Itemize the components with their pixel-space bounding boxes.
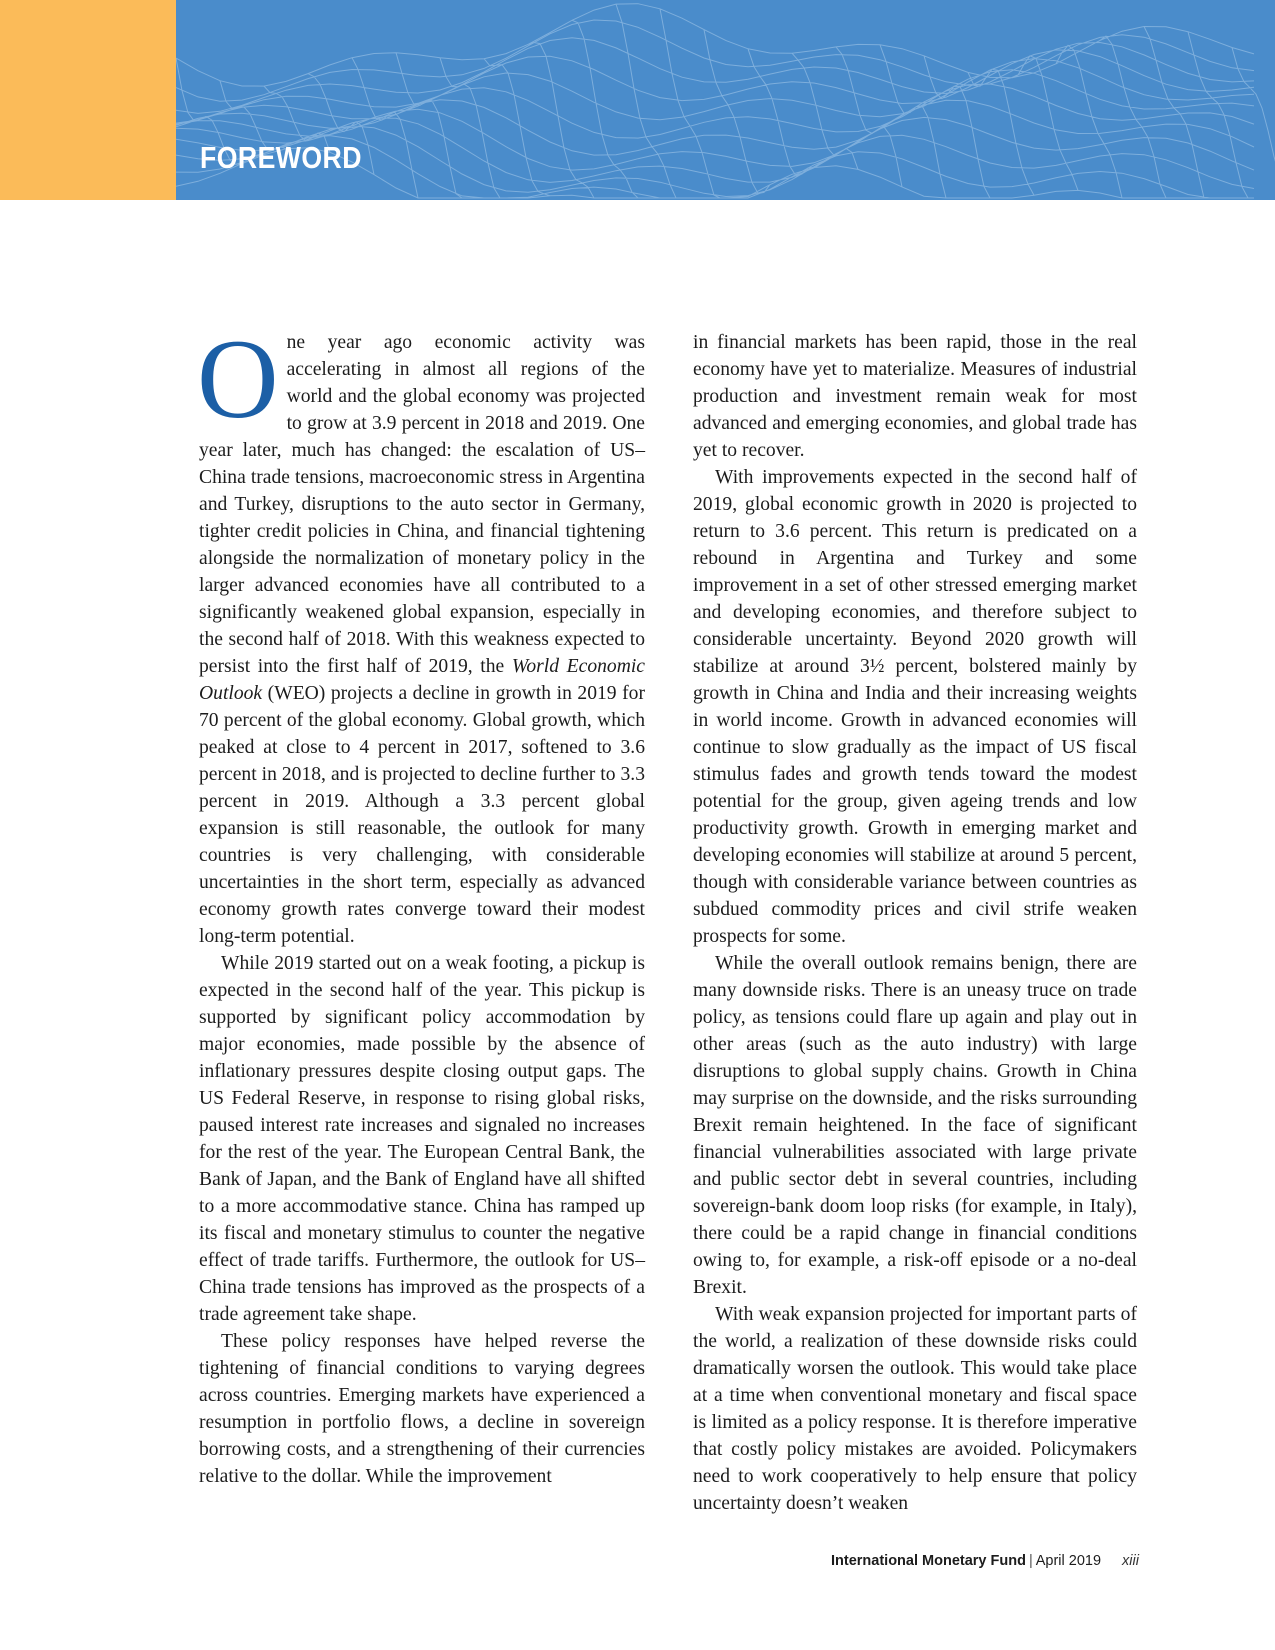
paragraph: With improvements expected in the second half of 2019, global economic growth in 2020 is projected to return to 3.6 percent. This return is predicated on a rebound in Argentina and Turkey and some improvement in a set of other stressed emerging market and developing economies, and therefore subject to considerable uncertainty. Beyond 2020 growth will stabilize at around 3½ percent, bolstered mainly by growth in China and India and their increasing weights in world income. Growth in advanced economies will continue to slow gradually as the impact of US fiscal stimulus fades and growth tends toward the modest potential for the group, given ageing trends and low productivity growth. Growth in emerging market and developing economies will stabilize at around 5 percent, though with considerable variance between countries as subdued commodity prices and civil strife weaken prospects for some. [693, 467, 1137, 947]
paragraph: While 2019 started out on a weak footing, a pickup is expected in the second half of the year. This pickup is supported by significant policy accommodation by major economies, made possible by the absence of inflationary pressures despite closing output gaps. The US Federal Reserve, in response to rising global risks, paused interest rate increases and signaled no increases for the rest of the year. The European Central Bank, the Bank of Japan, and the Bank of England have all shifted to a more accommodative stance. China has ramped up its fiscal and monetary stimulus to counter the negative effect of trade tariffs. Furthermore, the outlook for US–China trade tensions has improved as the prospects of a trade agreement take shape. [199, 953, 645, 1325]
paragraph: These policy responses have helped reverse the tightening of financial conditions to varying degrees across countries. Emerging markets have experienced a resumption in portfolio flows, a decline in sovereign borrowing costs, and a strengthening of their currencies relative to the dollar. While the improvement [199, 1331, 645, 1487]
paragraph [197, 317, 646, 950]
publication-title: World Economic Outlook [199, 656, 646, 704]
paragraph: in financial markets has been rapid, those in the real economy have yet to materialize. Measures of industrial production and investment remain weak for most advanced and emerging economies, and global trade has yet to recover. [693, 332, 1137, 461]
page-number: xiii [1122, 1553, 1139, 1569]
footer-date: April 2019 [1035, 1553, 1102, 1569]
left-text-column [197, 317, 646, 1490]
header-accent-block [0, 0, 176, 200]
paragraph: With weak expansion projected for important parts of the world, a realization of these downside risks could dramatically worsen the outlook. This would take place at a time when conventional monetary and fiscal space is limited as a policy response. It is therefore imperative that costly policy mistakes are avoided. Policymakers need to work cooperatively to help ensure that policy uncertainty doesn’t weaken [693, 1304, 1137, 1514]
right-text-column [693, 329, 1137, 1517]
page-title: FOREWORD [200, 140, 362, 175]
running-footer [831, 1553, 1101, 1569]
footer-organization: International Monetary Fund [831, 1553, 1026, 1569]
paragraph: While the overall outlook remains benign, there are many downside risks. There is an uneasy truce on trade policy, as tensions could flare up again and play out in other areas (such as the auto industry) with large disruptions to global supply chains. Growth in China may surprise on the downside, and the risks surrounding Brexit remain heightened. In the face of significant financial vulnerabilities associated with large private and public sector debt in several countries, including sovereign-bank doom loop risks (for example, in Italy), there could be a rapid change in financial conditions owing to, for example, a risk-off episode or a no-deal Brexit. [693, 953, 1137, 1298]
drop-cap: O [197, 317, 279, 442]
paragraph-text: ne year ago economic activity was accelerating in almost all regions of the world and the global economy was projected to grow at 3.9 percent in 2018 and 2019. One year later, much has changed: the escalation of US–China trade tensions, macroeconomic stress in Argentina and Turkey, disruptions to the auto sector in Germany, tighter credit policies in China, and financial tightening alongside the normalization of monetary policy in the larger advanced economies have all contributed to a significantly weakened global expansion, especially in the second half of 2018. With this weakness expected to persist into the first half of 2019, the [199, 332, 645, 677]
paragraph-text: (WEO) projects a decline in growth in 2019 for 70 percent of the global economy. Global growth, which peaked at close to 4 percent in 2017, softened to 3.6 percent in 2018, and is projected to decline further to 3.3 percent in 2019. Although a 3.3 percent global expansion is still reasonable, the outlook for many countries is very challenging, with considerable uncertainties in the short term, especially as advanced economy growth rates converge toward their modest long-term potential. [199, 683, 645, 947]
header-banner [176, 0, 1275, 200]
footer-separator: | [1028, 1553, 1033, 1569]
